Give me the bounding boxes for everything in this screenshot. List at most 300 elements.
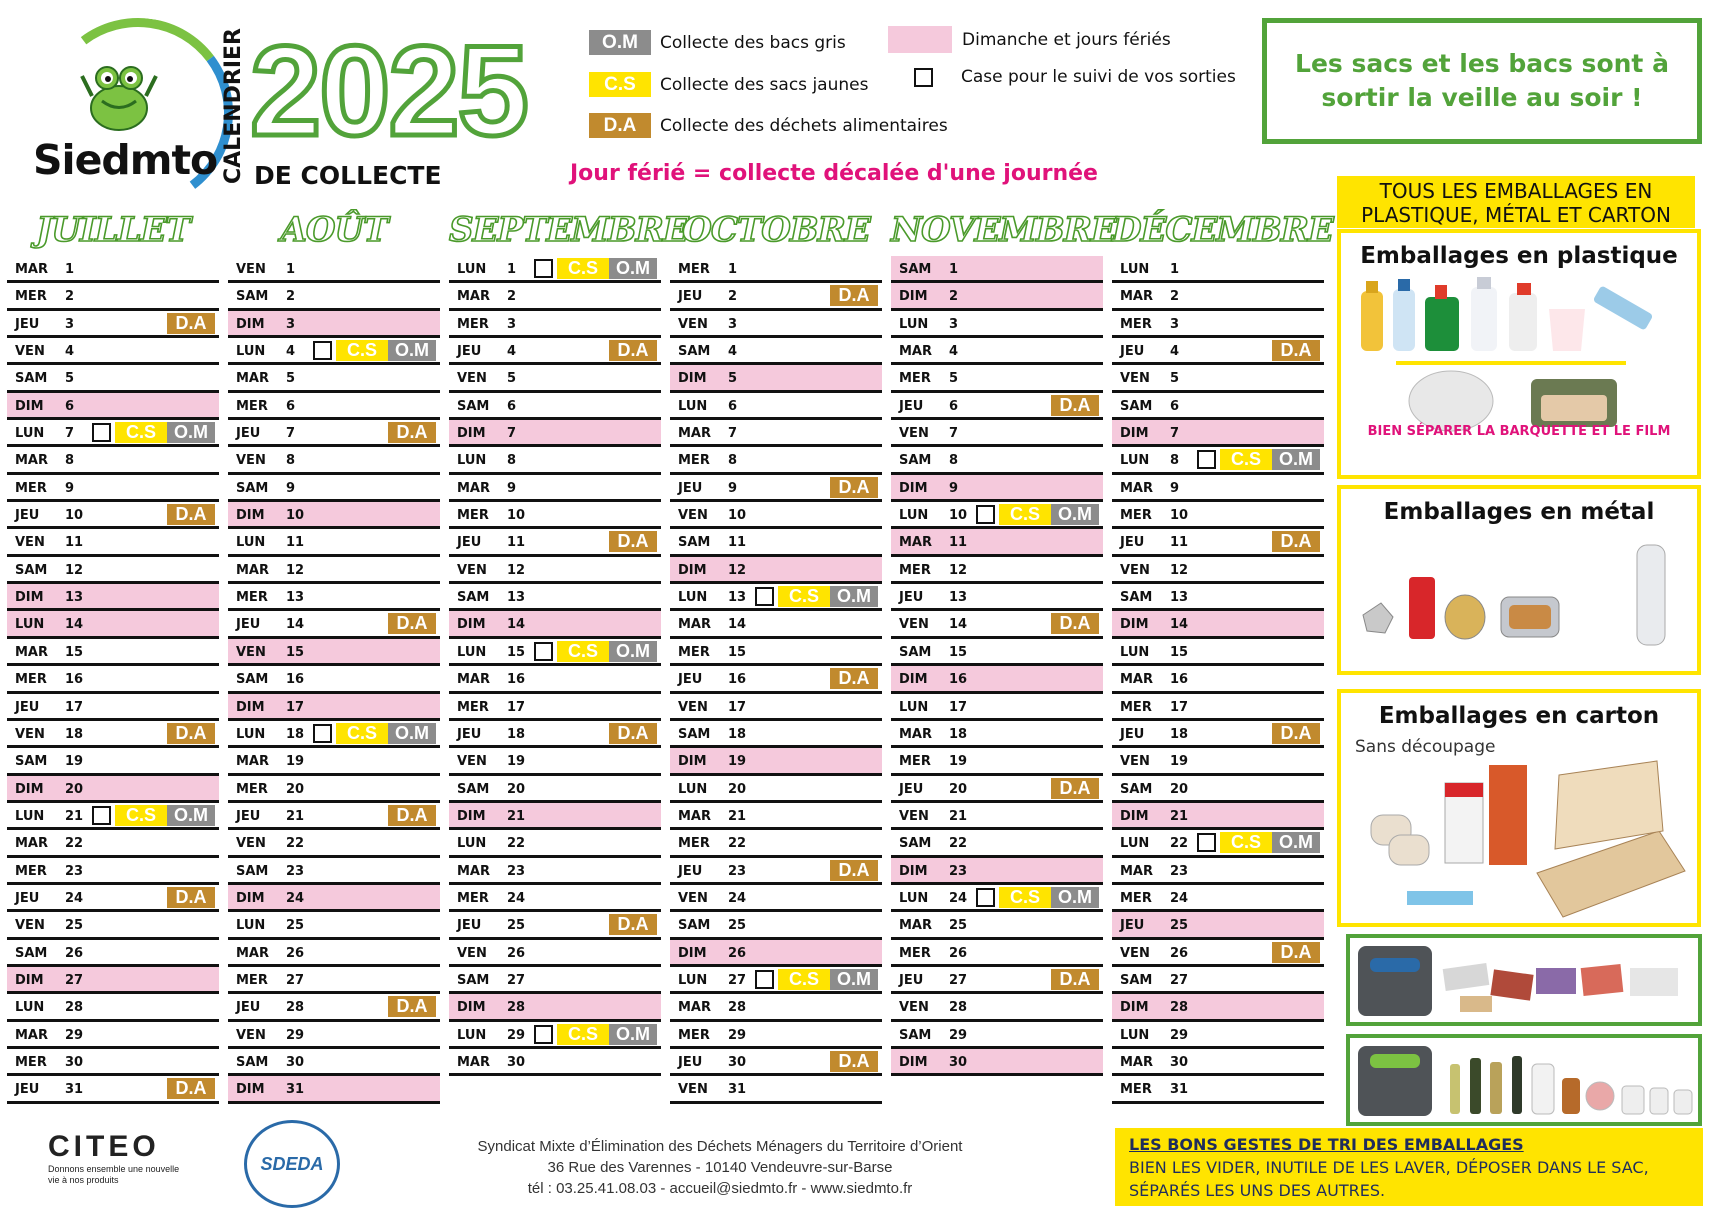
day-row xyxy=(449,994,661,1021)
weekday: LUN xyxy=(236,344,266,360)
day-number: 12 xyxy=(949,562,968,578)
day-row xyxy=(449,584,661,611)
day-number: 20 xyxy=(65,781,84,797)
sortie-checkbox[interactable] xyxy=(313,724,332,743)
day-row xyxy=(891,475,1103,502)
day-number: 16 xyxy=(65,672,84,688)
day-number: 3 xyxy=(507,316,517,332)
weekday: JEU xyxy=(899,972,924,988)
day-number: 18 xyxy=(728,726,747,742)
day-row xyxy=(670,639,882,666)
day-number: 11 xyxy=(286,535,305,551)
day-number: 17 xyxy=(728,699,747,715)
weekday: LUN xyxy=(1120,453,1150,469)
day-row xyxy=(228,803,440,830)
day-number: 31 xyxy=(728,1082,747,1098)
legend-da xyxy=(589,113,948,138)
day-number: 12 xyxy=(728,562,747,578)
day-row xyxy=(7,639,219,666)
day-number: 21 xyxy=(65,808,84,824)
weekday: VEN xyxy=(15,918,45,934)
om-tag: O.M xyxy=(830,969,878,990)
weekday: SAM xyxy=(15,945,48,961)
carton-note: Sans découpage xyxy=(1355,737,1496,757)
weekday: MAR xyxy=(899,344,933,360)
day-row xyxy=(1112,830,1324,857)
weekday: MER xyxy=(15,863,47,879)
weekday: LUN xyxy=(236,918,266,934)
day-row xyxy=(891,967,1103,994)
weekday: LUN xyxy=(678,590,708,606)
day-number: 6 xyxy=(949,398,959,414)
weekday: LUN xyxy=(15,1000,45,1016)
weekday: DIM xyxy=(678,371,707,387)
day-number: 8 xyxy=(507,453,517,469)
weekday: VEN xyxy=(457,754,487,770)
weekday: MAR xyxy=(1120,289,1154,305)
day-row xyxy=(228,940,440,967)
day-number: 4 xyxy=(728,344,738,360)
om-tag: O.M xyxy=(609,641,657,662)
weekday: SAM xyxy=(1120,590,1153,606)
sortie-checkbox[interactable] xyxy=(976,888,995,907)
day-number: 15 xyxy=(507,644,526,660)
day-number: 20 xyxy=(949,781,968,797)
day-number: 29 xyxy=(65,1027,84,1043)
day-number: 27 xyxy=(728,972,747,988)
month-column xyxy=(1112,210,1333,1104)
day-number: 26 xyxy=(65,945,84,961)
day-row xyxy=(891,858,1103,885)
cs-tag: C.S xyxy=(557,1024,609,1045)
day-row xyxy=(228,393,440,420)
weekday: MER xyxy=(457,508,489,524)
weekday: VEN xyxy=(899,617,929,633)
weekday: MER xyxy=(15,1054,47,1070)
day-number: 30 xyxy=(949,1054,968,1070)
om-tag: O.M xyxy=(388,340,436,361)
weekday: MAR xyxy=(457,672,491,688)
day-row xyxy=(891,584,1103,611)
weekday: MAR xyxy=(236,371,270,387)
day-row xyxy=(670,557,882,584)
day-number: 10 xyxy=(1170,508,1189,524)
da-tag: D.A xyxy=(1051,778,1099,799)
day-row xyxy=(1112,338,1324,365)
weekday: MAR xyxy=(15,1027,49,1043)
day-row xyxy=(7,557,219,584)
legend-box xyxy=(914,67,1236,87)
weekday: VEN xyxy=(899,1000,929,1016)
day-number: 28 xyxy=(1170,1000,1189,1016)
weekday: MAR xyxy=(457,863,491,879)
paper-recycling-icons xyxy=(1350,938,1698,1022)
day-number: 8 xyxy=(65,453,75,469)
weekday: JEU xyxy=(678,480,703,496)
tri-line1: BIEN LES VIDER, INUTILE DE LES LAVER, DÉPOSER DANS LE SAC, xyxy=(1129,1158,1649,1177)
day-number: 18 xyxy=(65,726,84,742)
weekday: SAM xyxy=(899,644,932,660)
day-number: 21 xyxy=(286,808,305,824)
weekday: DIM xyxy=(1120,426,1149,442)
day-row xyxy=(1112,1049,1324,1076)
weekday: VEN xyxy=(457,371,487,387)
day-row xyxy=(1112,256,1324,283)
sortie-checkbox[interactable] xyxy=(534,1025,553,1044)
day-number: 27 xyxy=(65,972,84,988)
day-row xyxy=(891,529,1103,556)
day-number: 7 xyxy=(507,426,517,442)
weekday: VEN xyxy=(457,945,487,961)
day-number: 26 xyxy=(949,945,968,961)
weekday: MER xyxy=(1120,508,1152,524)
footer-line2: 36 Rue des Varennes - 10140 Vendeuvre-sur-Barse xyxy=(547,1159,893,1176)
day-number: 8 xyxy=(949,453,959,469)
day-row xyxy=(670,967,882,994)
day-row xyxy=(891,776,1103,803)
weekday: SAM xyxy=(15,754,48,770)
day-number: 20 xyxy=(286,781,305,797)
weekday: JEU xyxy=(678,672,703,688)
cs-tag: C.S xyxy=(336,723,388,744)
metal-packaging-icons xyxy=(1341,525,1697,665)
day-row xyxy=(670,940,882,967)
day-number: 12 xyxy=(507,562,526,578)
day-row xyxy=(449,776,661,803)
da-tag: D.A xyxy=(1272,723,1320,744)
sortie-checkbox[interactable] xyxy=(92,806,111,825)
day-number: 7 xyxy=(65,426,75,442)
da-tag: D.A xyxy=(830,668,878,689)
weekday: MER xyxy=(457,699,489,715)
citeo-tagline: Donnons ensemble une nouvelle vie à nos produits xyxy=(48,1164,180,1185)
weekday: MER xyxy=(236,781,268,797)
da-tag: D.A xyxy=(1051,395,1099,416)
day-row xyxy=(449,803,661,830)
logo-wordmark: Siedmto xyxy=(33,136,218,184)
tri-line2: SÉPARÉS LES UNS DES AUTRES. xyxy=(1129,1181,1386,1200)
day-number: 18 xyxy=(507,726,526,742)
sdeda-wordmark: SDEDA xyxy=(260,1153,324,1174)
day-number: 2 xyxy=(507,289,517,305)
weekday: MER xyxy=(678,836,710,852)
weekday: DIM xyxy=(457,808,486,824)
day-number: 19 xyxy=(507,754,526,770)
day-number: 27 xyxy=(507,972,526,988)
da-tag: D.A xyxy=(1272,942,1320,963)
day-row xyxy=(7,611,219,638)
day-row xyxy=(228,830,440,857)
weekday: MAR xyxy=(15,644,49,660)
day-number: 23 xyxy=(286,863,305,879)
day-number: 13 xyxy=(507,590,526,606)
weekday: DIM xyxy=(15,398,44,414)
weekday: LUN xyxy=(15,808,45,824)
sortie-checkbox[interactable] xyxy=(1197,450,1216,469)
day-number: 13 xyxy=(1170,590,1189,606)
weekday: LUN xyxy=(457,1027,487,1043)
sortie-checkbox[interactable] xyxy=(313,341,332,360)
weekday: MAR xyxy=(899,535,933,551)
day-number: 16 xyxy=(728,672,747,688)
day-row xyxy=(1112,994,1324,1021)
day-number: 10 xyxy=(286,508,305,524)
day-number: 14 xyxy=(65,617,84,633)
day-number: 16 xyxy=(949,672,968,688)
day-number: 16 xyxy=(507,672,526,688)
carton-packaging-icons xyxy=(1341,753,1697,923)
weekday: SAM xyxy=(899,836,932,852)
day-row xyxy=(449,283,661,310)
plastique-box xyxy=(1337,229,1701,479)
sortie-checkbox[interactable] xyxy=(92,423,111,442)
weekday: MER xyxy=(1120,699,1152,715)
sortie-checkbox[interactable] xyxy=(534,259,553,278)
citeo-wordmark: CITEO xyxy=(48,1130,160,1163)
day-number: 16 xyxy=(286,672,305,688)
weekday: MER xyxy=(15,289,47,305)
day-row xyxy=(670,1022,882,1049)
weekday: MER xyxy=(236,398,268,414)
day-row xyxy=(891,611,1103,638)
day-row xyxy=(670,858,882,885)
weekday: JEU xyxy=(1120,726,1145,742)
day-number: 27 xyxy=(1170,972,1189,988)
weekday: MER xyxy=(678,644,710,660)
weekday: LUN xyxy=(678,398,708,414)
weekday: SAM xyxy=(899,262,932,277)
sortie-checkbox[interactable] xyxy=(534,642,553,661)
weekday: VEN xyxy=(1120,371,1150,387)
da-tag: D.A xyxy=(167,504,215,525)
pink-swatch xyxy=(888,26,952,53)
da-tag: D.A xyxy=(609,340,657,361)
day-row xyxy=(449,858,661,885)
weekday: DIM xyxy=(1120,617,1149,633)
day-row xyxy=(7,420,219,447)
day-row xyxy=(670,1049,882,1076)
day-row xyxy=(228,912,440,939)
weekday: DIM xyxy=(678,945,707,961)
day-number: 12 xyxy=(65,562,84,578)
weekday: LUN xyxy=(457,453,487,469)
day-row xyxy=(1112,912,1324,939)
weekday: DIM xyxy=(1120,1000,1149,1016)
da-tag: D.A xyxy=(167,1078,215,1099)
om-tag: O.M xyxy=(589,30,651,55)
day-row xyxy=(1112,694,1324,721)
day-number: 2 xyxy=(949,289,959,305)
plastique-heading: Emballages en plastique xyxy=(1360,243,1678,269)
day-number: 3 xyxy=(286,316,296,332)
day-number: 11 xyxy=(65,535,84,551)
weekday: DIM xyxy=(457,617,486,633)
day-number: 22 xyxy=(507,836,526,852)
weekday: JEU xyxy=(1120,535,1145,551)
weekday: JEU xyxy=(457,344,482,360)
day-row xyxy=(7,803,219,830)
day-row xyxy=(670,475,882,502)
day-row xyxy=(670,256,882,283)
om-tag: O.M xyxy=(1272,449,1320,470)
day-number: 19 xyxy=(1170,754,1189,770)
sortie-checkbox[interactable] xyxy=(755,970,774,989)
day-number: 17 xyxy=(507,699,526,715)
day-number: 28 xyxy=(507,1000,526,1016)
sortie-checkbox[interactable] xyxy=(976,505,995,524)
weekday: VEN xyxy=(236,836,266,852)
day-row xyxy=(670,584,882,611)
day-row xyxy=(449,1022,661,1049)
cs-tag: C.S xyxy=(557,258,609,279)
day-row xyxy=(891,803,1103,830)
month-title: JUILLET xyxy=(36,210,190,250)
om-label: Collecte des bacs gris xyxy=(660,32,846,53)
day-row xyxy=(228,1022,440,1049)
month-title: AOÛT xyxy=(280,210,388,250)
da-tag: D.A xyxy=(830,860,878,881)
day-row xyxy=(228,748,440,775)
day-row xyxy=(228,885,440,912)
legend-cs xyxy=(589,72,868,97)
day-row xyxy=(670,885,882,912)
holiday-note: Jour férié = collecte décalée d'une journée xyxy=(570,161,1098,186)
weekday: SAM xyxy=(678,918,711,934)
day-row xyxy=(449,912,661,939)
day-row xyxy=(670,1076,882,1103)
weekday: VEN xyxy=(457,562,487,578)
weekday: LUN xyxy=(899,699,929,715)
weekday: MAR xyxy=(457,1054,491,1070)
carton-heading: Emballages en carton xyxy=(1378,703,1660,729)
year-title: 2025 xyxy=(250,20,527,163)
day-number: 18 xyxy=(286,726,305,742)
da-tag: D.A xyxy=(1272,340,1320,361)
day-number: 5 xyxy=(507,371,517,387)
sortie-checkbox[interactable] xyxy=(1197,833,1216,852)
day-number: 28 xyxy=(65,1000,84,1016)
day-number: 18 xyxy=(949,726,968,742)
day-number: 12 xyxy=(286,562,305,578)
day-row xyxy=(449,557,661,584)
day-row xyxy=(449,967,661,994)
day-row xyxy=(891,420,1103,447)
legend-om xyxy=(589,30,846,55)
day-row xyxy=(7,475,219,502)
bac-papiers-box xyxy=(1346,934,1702,1026)
weekday: LUN xyxy=(899,890,929,906)
weekday: SAM xyxy=(678,535,711,551)
day-number: 23 xyxy=(949,863,968,879)
weekday: LUN xyxy=(1120,262,1150,277)
day-row xyxy=(1112,283,1324,310)
day-row xyxy=(7,967,219,994)
weekday: DIM xyxy=(1120,808,1149,824)
metal-heading: Emballages en métal xyxy=(1383,499,1655,525)
day-row xyxy=(228,338,440,365)
om-tag: O.M xyxy=(388,723,436,744)
day-row xyxy=(891,365,1103,392)
day-number: 10 xyxy=(507,508,526,524)
day-number: 17 xyxy=(286,699,305,715)
weekday: SAM xyxy=(236,672,269,688)
day-number: 29 xyxy=(286,1027,305,1043)
weekday: DIM xyxy=(678,562,707,578)
weekday: LUN xyxy=(15,426,45,442)
day-row xyxy=(228,502,440,529)
day-row xyxy=(670,912,882,939)
day-number: 31 xyxy=(1170,1082,1189,1098)
weekday: LUN xyxy=(457,644,487,660)
day-row xyxy=(7,1049,219,1076)
day-number: 24 xyxy=(1170,890,1189,906)
weekday: JEU xyxy=(457,535,482,551)
day-number: 9 xyxy=(286,480,296,496)
box-label: Case pour le suivi de vos sorties xyxy=(961,67,1236,87)
weekday: SAM xyxy=(15,562,48,578)
weekday: MER xyxy=(1120,316,1152,332)
day-row xyxy=(228,283,440,310)
day-row xyxy=(228,967,440,994)
day-row xyxy=(449,256,661,283)
cs-tag: C.S xyxy=(778,969,830,990)
weekday: VEN xyxy=(1120,945,1150,961)
day-number: 23 xyxy=(728,863,747,879)
day-row xyxy=(1112,803,1324,830)
om-tag: O.M xyxy=(167,805,215,826)
weekday: SAM xyxy=(236,480,269,496)
day-number: 1 xyxy=(949,262,959,277)
weekday: VEN xyxy=(899,426,929,442)
month-column xyxy=(891,210,1116,1076)
day-row xyxy=(1112,420,1324,447)
day-row xyxy=(449,748,661,775)
day-number: 6 xyxy=(1170,398,1180,414)
sortie-checkbox[interactable] xyxy=(755,587,774,606)
weekday: VEN xyxy=(15,535,45,551)
weekday: MAR xyxy=(236,945,270,961)
weekday: DIM xyxy=(899,863,928,879)
cs-tag: C.S xyxy=(589,72,651,97)
weekday: JEU xyxy=(236,1000,261,1016)
day-number: 4 xyxy=(949,344,959,360)
day-number: 21 xyxy=(728,808,747,824)
day-row xyxy=(1112,1022,1324,1049)
day-number: 25 xyxy=(507,918,526,934)
month-column xyxy=(228,210,440,1104)
day-row xyxy=(670,420,882,447)
weekday: DIM xyxy=(15,972,44,988)
day-number: 15 xyxy=(65,644,84,660)
day-row xyxy=(1112,365,1324,392)
month-title: OCTOBRE xyxy=(682,210,870,250)
day-row xyxy=(1112,967,1324,994)
day-row xyxy=(891,694,1103,721)
weekday: JEU xyxy=(1120,918,1145,934)
day-number: 5 xyxy=(728,371,738,387)
day-row xyxy=(449,1049,661,1076)
day-row xyxy=(670,611,882,638)
day-row xyxy=(1112,639,1324,666)
weekday: JEU xyxy=(15,316,40,332)
day-row xyxy=(891,639,1103,666)
day-number: 21 xyxy=(507,808,526,824)
day-number: 17 xyxy=(1170,699,1189,715)
weekday: MAR xyxy=(1120,480,1154,496)
day-number: 6 xyxy=(728,398,738,414)
day-number: 8 xyxy=(1170,453,1180,469)
day-row xyxy=(670,803,882,830)
